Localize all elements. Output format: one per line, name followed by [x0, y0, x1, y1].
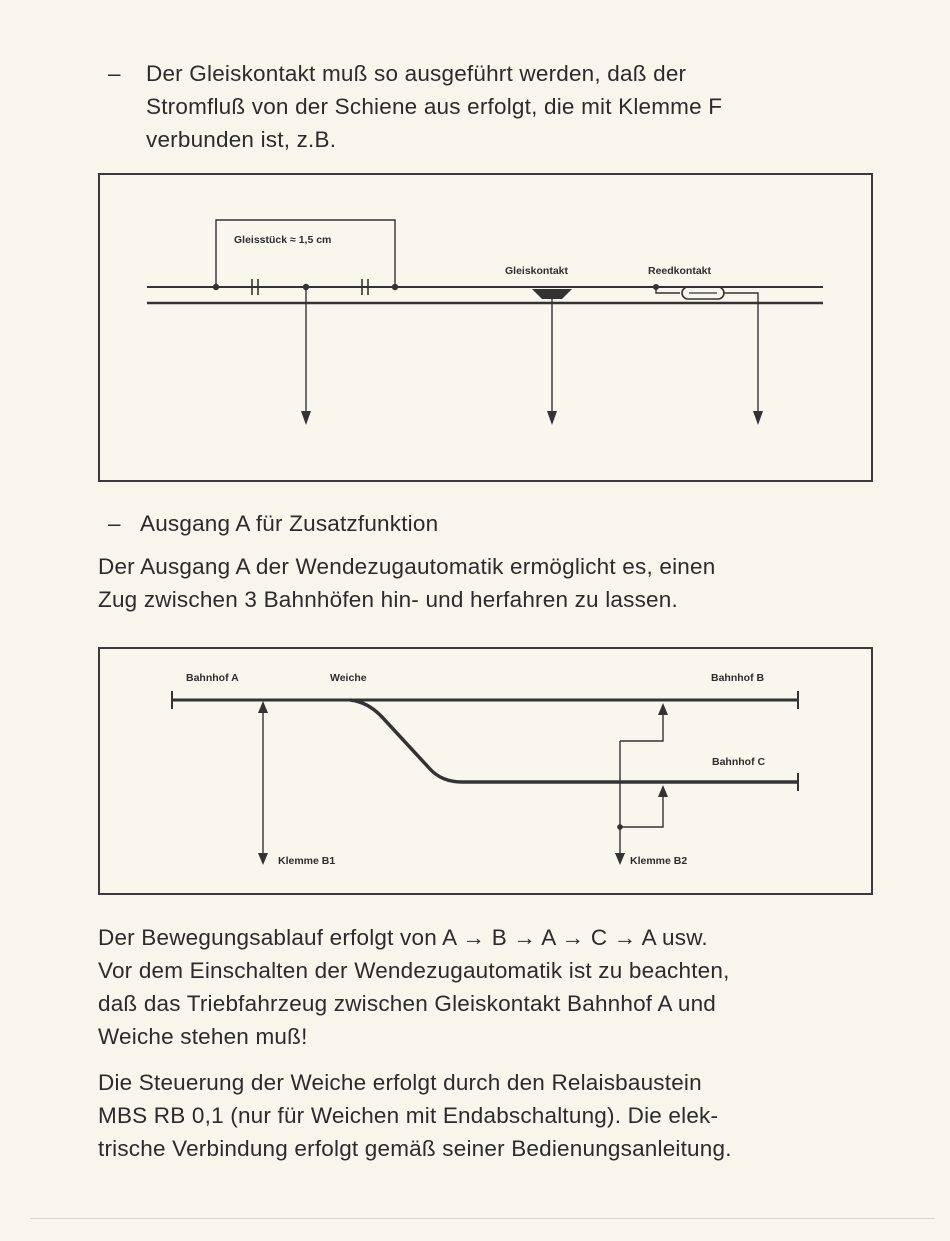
- lead-wire-3: [724, 293, 758, 413]
- track-turnout-c: [350, 700, 798, 782]
- page-bottom-edge: [30, 1218, 935, 1219]
- text-line: trische Verbindung erfolgt gemäß seiner Bedienungsanleitung.: [98, 1136, 732, 1161]
- bullet-dash-2: –: [108, 511, 121, 536]
- klemme-b2-label: Klemme B2: [630, 855, 688, 867]
- description-paragraph: [98, 550, 715, 616]
- text-line: Der Ausgang A der Wendezugautomatik ermöglicht es, einen: [98, 554, 716, 579]
- bullet-dash-1: –: [108, 61, 121, 86]
- gleisstueck-label: Gleisstück ≈ 1,5 cm: [234, 234, 332, 246]
- gleisstueck-bracket: [216, 220, 395, 287]
- text-line: Stromfluß von der Schiene aus erfolgt, die mit Klemme F: [146, 94, 723, 119]
- text-line: MBS RB 0,1 (nur für Weichen mit Endabschaltung). Die elek-: [98, 1103, 719, 1128]
- text-line: Die Steuerung der Weiche erfolgt durch den Relaisbaustein: [98, 1070, 702, 1095]
- text-line: Der Gleiskontakt muß so ausgeführt werden, daß der: [146, 61, 687, 86]
- movement-paragraph: [98, 921, 730, 1053]
- gleiskontakt-label: Gleiskontakt: [505, 265, 569, 277]
- bahnhof-c-label: Bahnhof C: [712, 756, 766, 768]
- gleiskontakt-shape: [532, 289, 572, 299]
- klemme-b1-label: Klemme B1: [278, 855, 336, 867]
- reedkontakt-label: Reedkontakt: [648, 265, 712, 277]
- text-line: Der Bewegungsablauf erfolgt von A → B → A → C → A usw.: [98, 925, 708, 950]
- track-contact-diagram: [98, 173, 873, 482]
- weiche-label: Weiche: [330, 672, 367, 684]
- text-line: Vor dem Einschalten der Wendezugautomatik ist zu beachten,: [98, 958, 730, 983]
- bahnhof-b-label: Bahnhof B: [711, 672, 765, 684]
- track-contact-schematic: [100, 175, 870, 479]
- text-line: Zug zwischen 3 Bahnhöfen hin- und herfahren zu lassen.: [98, 587, 678, 612]
- intro-paragraph: [146, 57, 722, 156]
- text-line: verbunden ist, z.B.: [146, 127, 337, 152]
- text-line: daß das Triebfahrzeug zwischen Gleiskontakt Bahnhof A und: [98, 991, 717, 1016]
- station-layout-diagram: [98, 647, 873, 895]
- three-station-schematic: [100, 649, 870, 892]
- control-paragraph: [98, 1066, 732, 1165]
- bahnhof-a-label: Bahnhof A: [186, 672, 239, 684]
- text-line: Weiche stehen muß!: [98, 1024, 308, 1049]
- section-heading: Ausgang A für Zusatzfunktion: [140, 511, 439, 536]
